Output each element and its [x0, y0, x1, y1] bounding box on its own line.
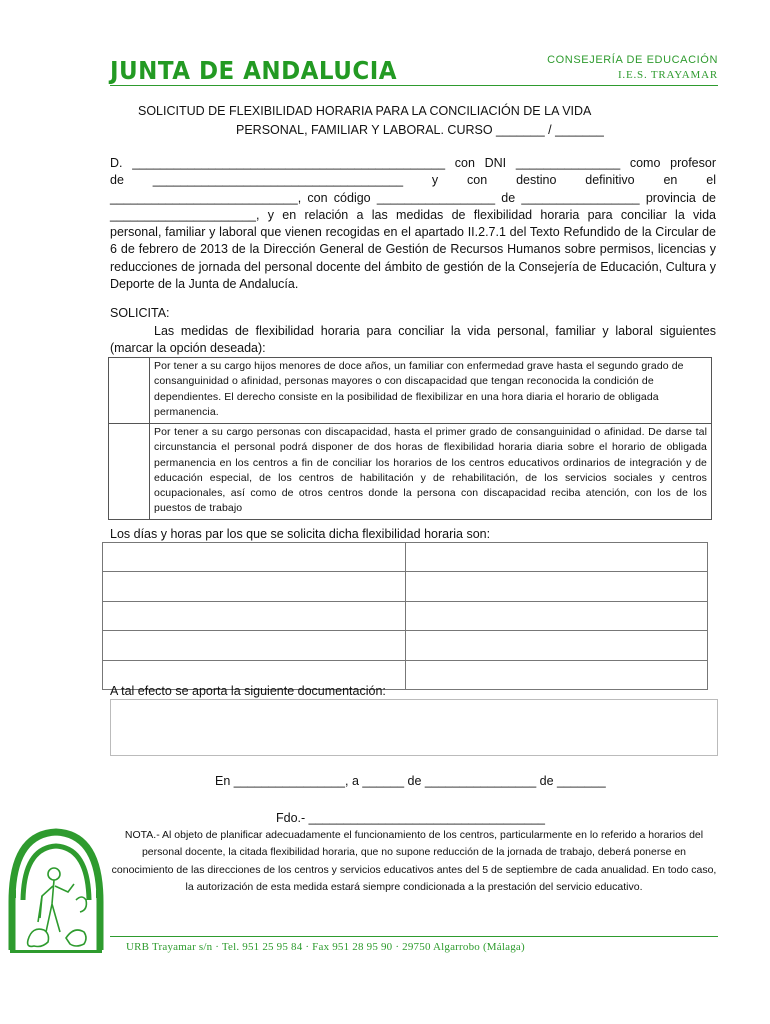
hours-table — [102, 542, 708, 690]
applicant-name-line: D. _____________________________________________ con DNI _______________ como profesor — [110, 156, 716, 170]
footer-divider — [110, 936, 718, 937]
hours-day-cell[interactable] — [103, 631, 406, 660]
applicant-center-line: ___________________________, con código _________________ de _________________ provincia de — [110, 190, 716, 205]
school-name: I.E.S. TRAYAMAR — [617, 69, 718, 81]
hours-row — [103, 572, 708, 601]
documentation-box[interactable] — [110, 699, 718, 756]
hours-day-cell[interactable] — [103, 572, 406, 601]
hours-day-cell[interactable] — [103, 601, 406, 630]
applicant-subject-line: de ____________________________________ y con destino definitivo en el — [110, 173, 716, 188]
option-1-checkbox[interactable] — [109, 358, 150, 424]
option-2-text: Por tener a su cargo personas con discapacidad, hasta el primer grado de consanguinidad o afinidad. De darse tal circunstancia el personal podrá disponer de dos horas de flexibilidad horaria diaria sobre el horario de obligada permanencia en los centros a fin de conciliar los horarios de los centros educativos ordinarios de integración y de educación especial, de los centros de habilitación y de rehabilitación, de los servicios sociales y centros ocupacionales, así como de otros centros donde la persona con discapacidad reciba atención, con los de los puestos de trabajo — [150, 424, 712, 520]
form-title-line-1: SOLICITUD DE FLEXIBILIDAD HORARIA PARA LA CONCILIACIÓN DE LA VIDA — [138, 104, 592, 118]
hours-time-cell[interactable] — [405, 631, 708, 660]
hours-time-cell[interactable] — [405, 543, 708, 572]
hours-row — [103, 543, 708, 572]
hours-row — [103, 631, 708, 660]
option-1-text: Por tener a su cargo hijos menores de doce años, un familiar con enfermedad grave hasta el segundo grado de consanguinidad o afinidad, personas mayores o con discapacidad que tengan reconocida la condición de dependientes. El derecho consiste en la posibilidad de flexibilizar en una hora diaria el horario de obligada permanencia. — [150, 358, 712, 424]
note-paragraph: NOTA.- Al objeto de planificar adecuadamente el funcionamiento de los centros, particularmente en lo referido a horarios del personal docente, la citada flexibilidad horaria, que no supone reducción de la jornada de trabajo, deberá ponerse en conocimiento de las direcciones de los centros y servicios educativos antes del 5 de septiembre de cada anualidad. En todo caso, la autorización de esta medida estará siempre condicionada a la prestación del servicio educativo. — [111, 829, 717, 893]
hours-day-cell[interactable] — [103, 543, 406, 572]
hours-label: Los días y horas par los que se solicita dicha flexibilidad horaria son: — [110, 527, 491, 541]
place-date-line: En ________________, a ______ de ________________ de _______ — [215, 774, 606, 788]
hours-row — [103, 601, 708, 630]
hours-time-cell[interactable] — [405, 660, 708, 689]
applicant-province-line: _____________________, y en relación a las medidas de flexibilidad horaria para conciliar la vida — [110, 208, 716, 223]
hours-time-cell[interactable] — [405, 572, 708, 601]
applicant-details — [110, 155, 716, 225]
hours-time-cell[interactable] — [405, 601, 708, 630]
solicita-heading: SOLICITA: — [110, 306, 170, 320]
signature-line: Fdo.- __________________________________ — [276, 811, 546, 825]
option-row — [109, 358, 712, 424]
option-row — [109, 424, 712, 520]
form-title-line-2: PERSONAL, FAMILIAR Y LABORAL. CURSO _______ / _______ — [236, 123, 604, 137]
options-table — [108, 357, 712, 520]
solicita-intro: Las medidas de flexibilidad horaria para conciliar la vida personal, familiar y laboral siguientes (marcar la opción deseada): — [110, 324, 716, 355]
documentation-label: A tal efecto se aporta la siguiente documentación: — [110, 684, 386, 698]
andalucia-coat-of-arms-icon — [6, 822, 106, 962]
footer-address: URB Trayamar s/n · Tel. 951 25 95 84 · Fax 951 28 95 90 · 29750 Algarrobo (Málaga) — [126, 941, 525, 953]
option-2-checkbox[interactable] — [109, 424, 150, 520]
junta-de-andalucia-logo-text: JUNTA DE ANDALUCIA — [110, 56, 397, 85]
header-divider — [110, 85, 718, 86]
consejeria-label: CONSEJERÍA DE EDUCACIÓN — [547, 54, 718, 66]
legal-reference-paragraph: personal, familiar y laboral que vienen recogidas en el apartado II.2.7.1 del Texto Refundido de la Circular de 6 de febrero de 2013 de la Dirección General de Gestión de Recursos Humanos sobre permisos, licencias y reducciones de jornada del personal docente del ámbito de gestión de la Consejería de Educación, Cultura y Deporte de la Junta de Andalucía. — [110, 225, 716, 292]
